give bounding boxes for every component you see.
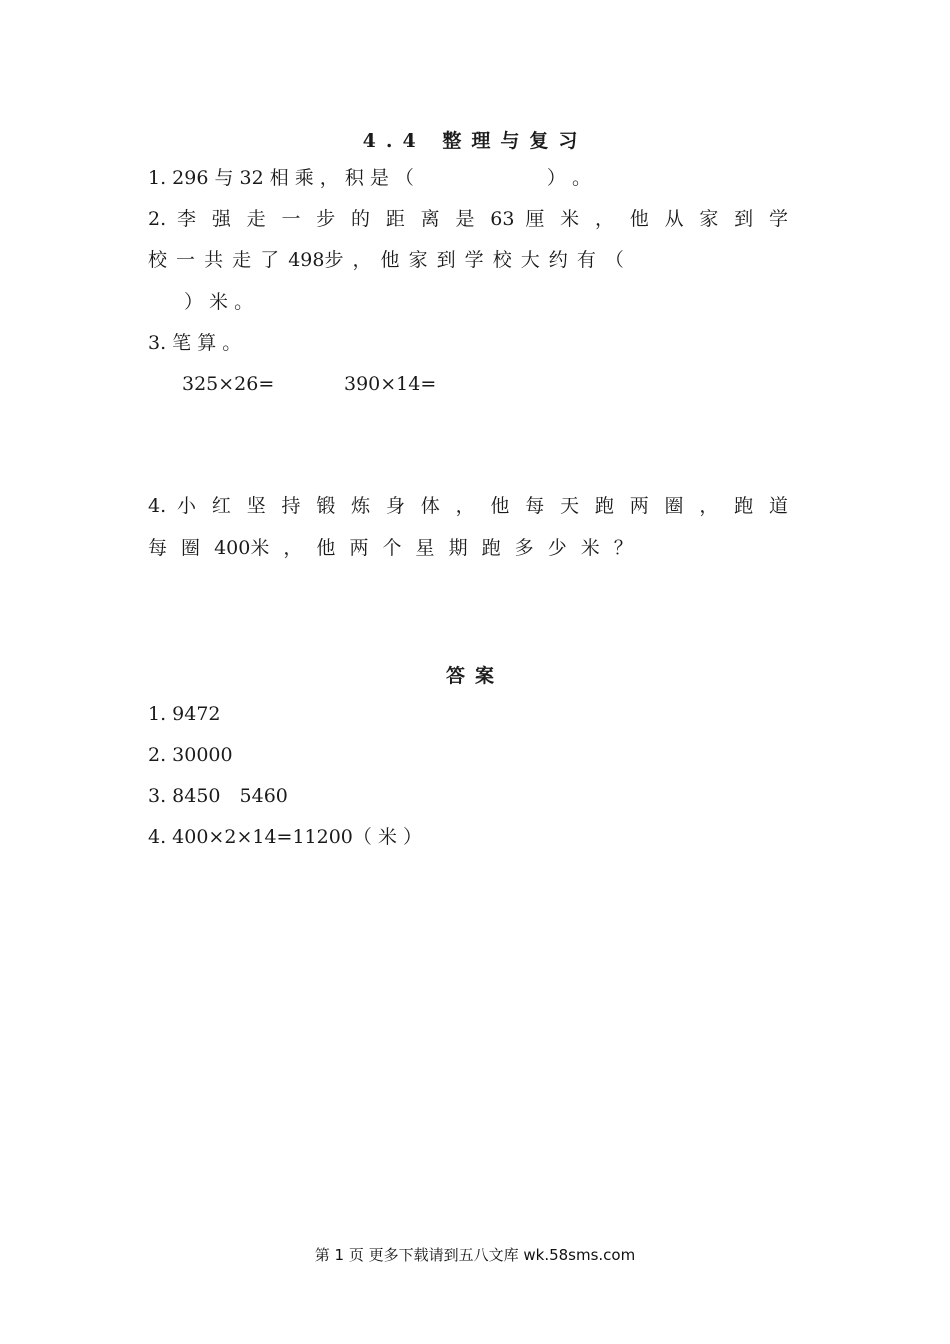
answer-1: 1. 9472 — [148, 703, 221, 725]
answers-heading: 答案 — [445, 665, 504, 687]
question-3-label: 3. 笔 算 。 — [148, 332, 242, 354]
answer-3: 3. 8450 5460 — [148, 785, 288, 807]
question-4-line-2: 每 圈 400米 ， 他 两 个 星 期 跑 多 少 米 ？ — [148, 537, 633, 559]
question-3-expression-1: 325×26= — [182, 373, 275, 395]
question-2-line-1: 2. 李 强 走 一 步 的 距 离 是 63 厘 米 ， 他 从 家 到 学 — [148, 208, 788, 230]
answer-2: 2. 30000 — [148, 744, 233, 766]
question-1: 1. 296 与 32 相 乘 ， 积 是 （ ） 。 — [148, 167, 591, 189]
question-3-expression-2: 390×14= — [344, 373, 437, 395]
page-footer: 第 1 页 更多下载请到五八文库 wk.58sms.com — [314, 1246, 636, 1264]
answer-4: 4. 400×2×14=11200（ 米 ） — [148, 826, 422, 848]
page-title: 4.4 整理与复习 — [362, 130, 588, 152]
question-4-line-1: 4. 小 红 坚 持 锻 炼 身 体 ， 他 每 天 跑 两 圈 ， 跑 道 — [148, 495, 788, 517]
question-2-line-2: 校 一 共 走 了 498步 ， 他 家 到 学 校 大 约 有 （ — [148, 249, 624, 271]
question-2-line-3: ） 米 。 — [184, 291, 254, 313]
